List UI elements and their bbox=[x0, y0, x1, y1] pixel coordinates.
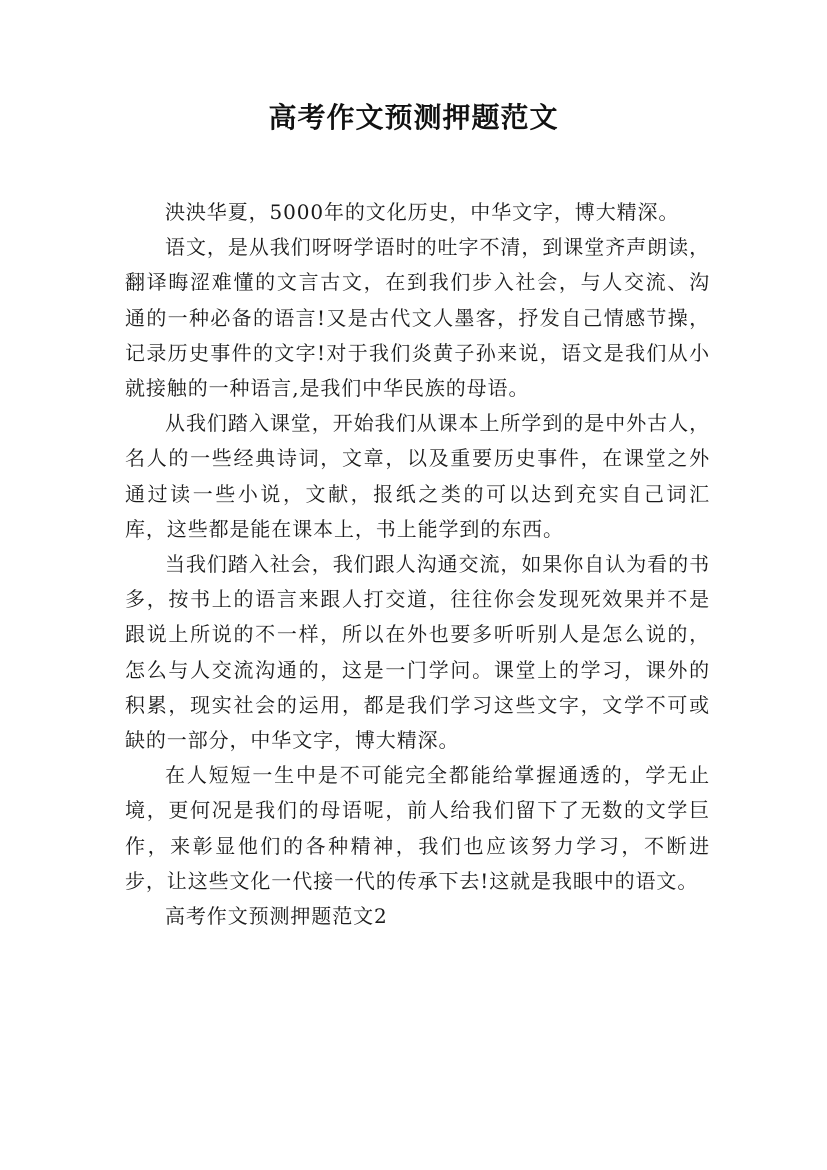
document-body bbox=[125, 195, 710, 934]
paragraph-5: 在人短短一生中是不可能完全都能给掌握通透的，学无止境，更何况是我们的母语呢，前人给我们留下了无数的文学巨作，来彰显他们的各种精神，我们也应该努力学习，不断进步，让这些文化一代接一代的传承下去!这就是我眼中的语文。 bbox=[125, 763, 710, 893]
next-section-heading: 高考作文预测押题范文2 bbox=[165, 904, 388, 929]
paragraph-2: 语文，是从我们呀呀学语时的吐字不清，到课堂齐声朗读，翻译晦涩难懂的文言古文，在到我们步入社会，与人交流、沟通的一种必备的语言!又是古代文人墨客，抒发自己情感节操，记录历史事件的文字!对于我们炎黄子孙来说，语文是我们从小就接触的一种语言,是我们中华民族的母语。 bbox=[125, 235, 710, 401]
paragraph-3: 从我们踏入课堂，开始我们从课本上所学到的是中外古人，名人的一些经典诗词，文章，以及重要历史事件，在课堂之外通过读一些小说，文献，报纸之类的可以达到充实自己词汇库，这些都是能在课本上，书上能学到的东西。 bbox=[125, 411, 710, 541]
paragraph-4: 当我们踏入社会，我们跟人沟通交流，如果你自认为看的书多，按书上的语言来跟人打交道，往往你会发现死效果并不是跟说上所说的不一样，所以在外也要多听听别人是怎么说的，怎么与人交流沟通的，这是一门学问。课堂上的学习，课外的积累，现实社会的运用，都是我们学习这些文字，文学不可或缺的一部分，中华文字，博大精深。 bbox=[125, 552, 710, 753]
document-title: 高考作文预测押题范文 bbox=[268, 101, 559, 134]
paragraph-1: 泱泱华夏，5000年的文化历史，中华文字，博大精深。 bbox=[165, 200, 680, 224]
